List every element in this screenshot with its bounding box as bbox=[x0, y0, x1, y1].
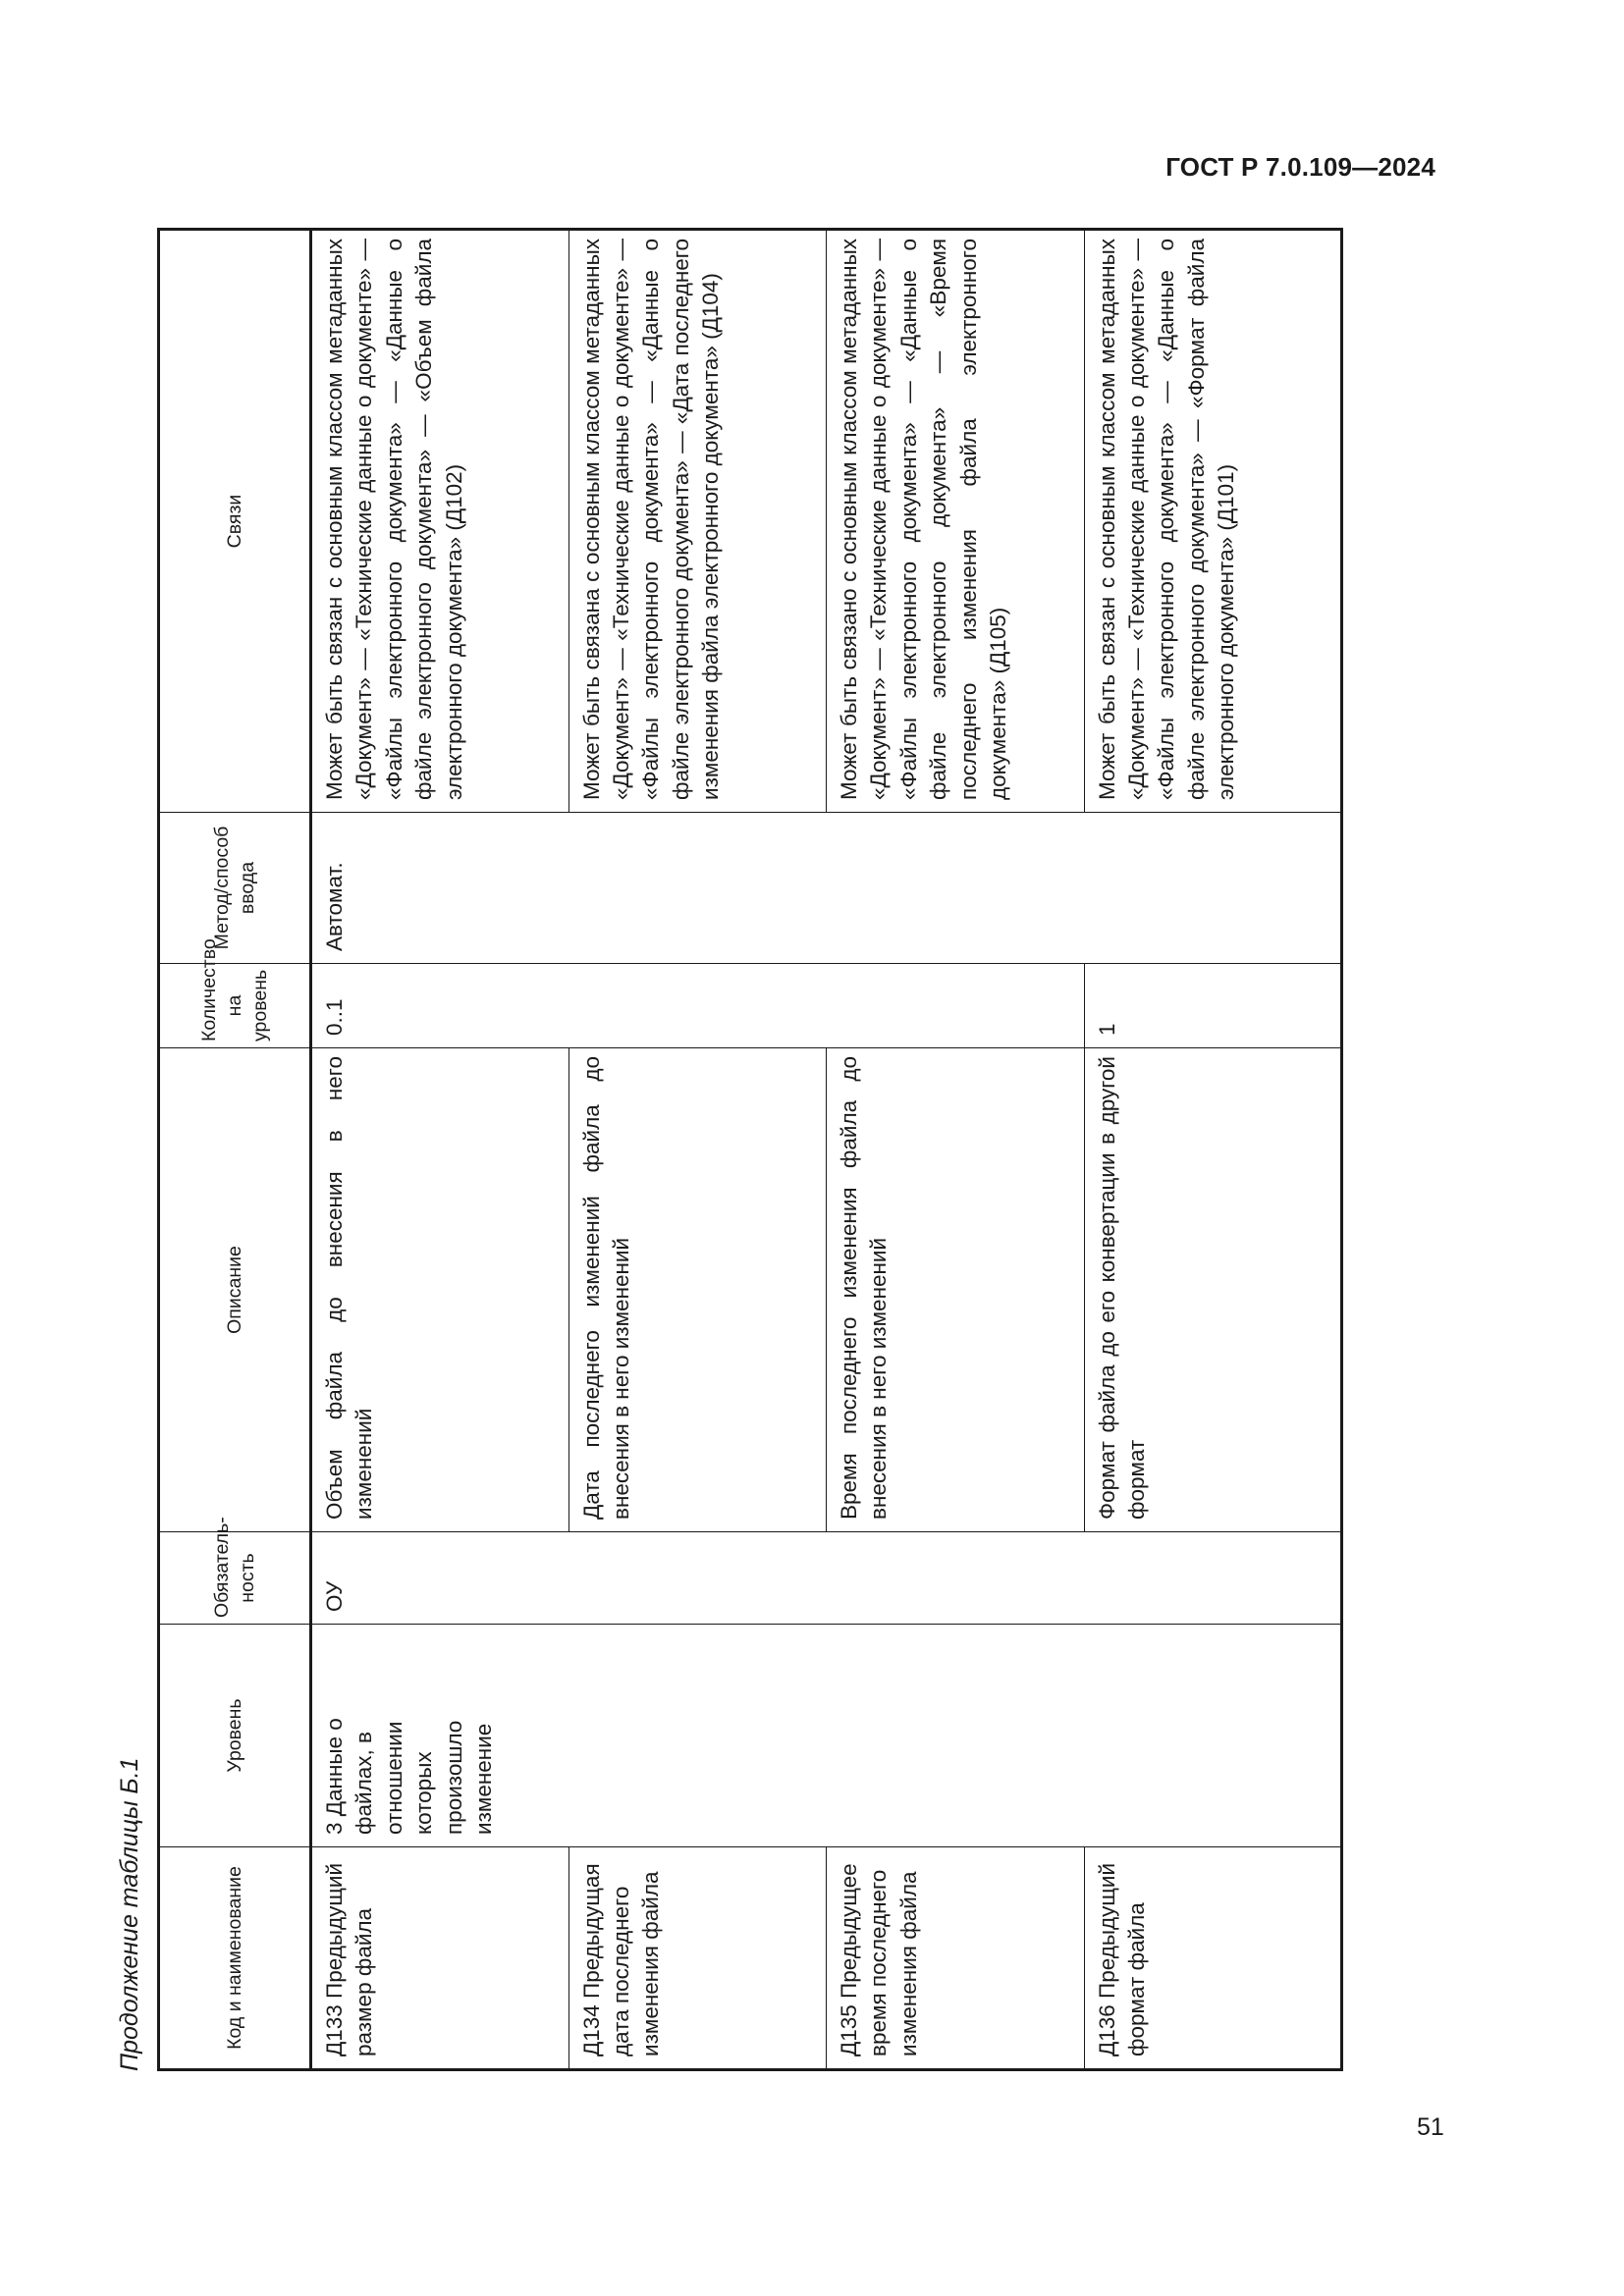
description-cell: Объем файла до внесения в него изменений bbox=[311, 1048, 569, 1532]
col-header-method: Метод/способ ввода bbox=[159, 813, 311, 964]
method-cell-continued bbox=[827, 813, 1085, 964]
code-name-cell: Д136 Предыдущий формат файла bbox=[1084, 1847, 1342, 2070]
description-cell: Формат файла до его конвертации в другой формат bbox=[1084, 1048, 1342, 1532]
quantity-cell-continued bbox=[827, 964, 1085, 1048]
level-cell-continued bbox=[827, 1625, 1085, 1847]
table-row bbox=[827, 230, 1085, 2070]
table-header-row bbox=[159, 230, 311, 2070]
method-cell-continued bbox=[1084, 813, 1342, 964]
code-name-cell: Д135 Предыдущее время последнего изменения файла bbox=[827, 1847, 1085, 2070]
level-cell-continued bbox=[568, 1625, 827, 1847]
quantity-cell: 0..1 bbox=[311, 964, 569, 1048]
quantity-cell: 1 bbox=[1084, 964, 1342, 1048]
code-name-cell: Д133 Предыдущий размер файла bbox=[311, 1847, 569, 2070]
rotated-table-region bbox=[110, 231, 1347, 2071]
table-row bbox=[311, 230, 569, 2070]
links-cell: Может быть связана с основным классом метаданных «Документ» — «Технические данные о документе» — «Файлы электронного документа» — «Данные о файле электронного документа» — «Дата последнего изменения файла электронного документа» (Д104) bbox=[568, 230, 827, 813]
level-cell: 3 Данные о файлах, в отношении которых произошло изменение bbox=[311, 1625, 569, 1847]
description-cell: Время последнего изменения файла до внесения в него изменений bbox=[827, 1048, 1085, 1532]
page-number: 51 bbox=[1417, 2113, 1444, 2141]
quantity-cell-continued bbox=[568, 964, 827, 1048]
obligation-cell: ОУ bbox=[311, 1532, 569, 1625]
col-header-level: Уровень bbox=[159, 1625, 311, 1847]
col-header-obligation: Обязатель-ность bbox=[159, 1532, 311, 1625]
col-header-description: Описание bbox=[159, 1048, 311, 1532]
code-name-cell: Д134 Предыдущая дата последнего изменения файла bbox=[568, 1847, 827, 2070]
table-row bbox=[568, 230, 827, 2070]
table-caption: Продолжение таблицы Б.1 bbox=[116, 1757, 143, 2071]
table-row bbox=[1084, 230, 1342, 2070]
obligation-cell-continued bbox=[568, 1532, 827, 1625]
links-cell: Может быть связан с основным классом метаданных «Документ» — «Технические данные о документе» — «Файлы электронного документа» — «Данные о файле электронного документа» — «Формат файла электронного документа» (Д101) bbox=[1084, 230, 1342, 813]
col-header-quantity: Количество на уровень bbox=[159, 964, 311, 1048]
metadata-table bbox=[157, 228, 1343, 2071]
links-cell: Может быть связано с основным классом метаданных «Документ» — «Технические данные о документе» — «Файлы электронного документа» — «Данные о файле электронного документа» — «Время последнего изменения файла электронного документа» (Д105) bbox=[827, 230, 1085, 813]
method-cell: Автомат. bbox=[311, 813, 569, 964]
level-cell-continued bbox=[1084, 1625, 1342, 1847]
col-header-code-name: Код и наименование bbox=[159, 1847, 311, 2070]
description-cell: Дата последнего изменений файла до внесения в него изменений bbox=[568, 1048, 827, 1532]
obligation-cell-continued bbox=[827, 1532, 1085, 1625]
standard-code: ГОСТ Р 7.0.109—2024 bbox=[1165, 152, 1435, 182]
obligation-cell-continued bbox=[1084, 1532, 1342, 1625]
col-header-links: Связи bbox=[159, 230, 311, 813]
links-cell: Может быть связан с основным классом метаданных «Документ» — «Технические данные о документе» — «Файлы электронного документа» — «Данные о файле электронного документа» — «Объем файла электронного документа» (Д102) bbox=[311, 230, 569, 813]
method-cell-continued bbox=[568, 813, 827, 964]
